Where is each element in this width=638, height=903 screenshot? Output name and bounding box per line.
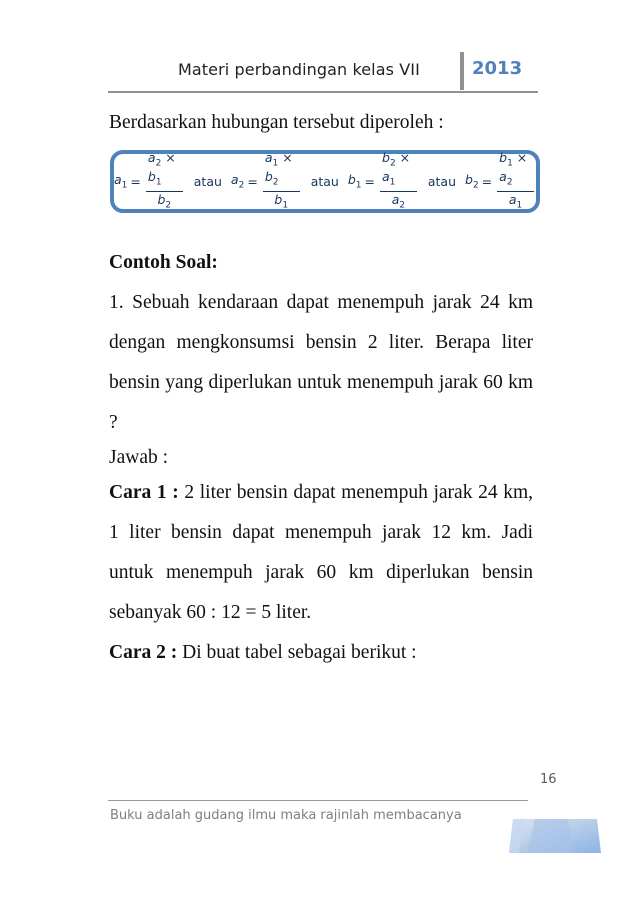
method-1-text: 2 liter bensin dapat menempuh jarak 24 km, 1 liter bensin dapat menempuh jarak 12 km. Jadi untuk menempuh jarak 60 km diperlukan bensin sebanyak 60 : 12 = 5 liter. <box>109 482 534 623</box>
footer-text: Buku adalah gudang ilmu maka rajinlah membacanya <box>110 808 462 823</box>
example-heading: Contoh Soal: <box>109 252 218 273</box>
header-year: 2013 <box>472 58 523 79</box>
method-1-label: Cara 1 : <box>109 482 179 503</box>
formula-a2: $a_2$ = $\frac{a_1 \times b_2}{b_1}$ <box>231 151 302 213</box>
formula-b1: $b_1$ = $\frac{b_2 \times a_1}{a_2}$ <box>348 151 419 213</box>
intro-text: Berdasarkan hubungan tersebut diperoleh : <box>109 112 444 133</box>
formula-a1: $a_1$ = $\frac{a_2 \times b_1}{b_2}$ <box>114 151 185 213</box>
problem-text: 1. Sebuah kendaraan dapat menempuh jarak 24 km dengan mengkonsumsi bensin 2 liter. Berapa liter bensin yang diperlukan untuk menempuh jarak 60 km ? <box>109 292 533 433</box>
atau-text: atau <box>427 174 456 189</box>
atau-text: atau <box>310 174 339 189</box>
header-rule <box>108 91 538 93</box>
method-2-paragraph <box>109 633 533 673</box>
method-1-paragraph <box>109 473 533 633</box>
footer-rule <box>108 800 528 801</box>
page-content <box>109 112 533 673</box>
page-number: 16 <box>540 772 557 787</box>
method-2-text: Di buat tabel sebagai berikut : <box>177 642 417 663</box>
formula-box <box>110 150 540 213</box>
header-title: Materi perbandingan kelas VII <box>178 60 420 79</box>
atau-text: atau <box>193 174 222 189</box>
answer-label: Jawab : <box>109 447 169 468</box>
formula-b2: $b_2$ = $\frac{b_1 \times a_2}{a_1}$ <box>465 151 536 213</box>
footer-decoration <box>505 815 603 857</box>
method-2-label: Cara 2 : <box>109 642 178 663</box>
header-divider <box>460 52 464 90</box>
